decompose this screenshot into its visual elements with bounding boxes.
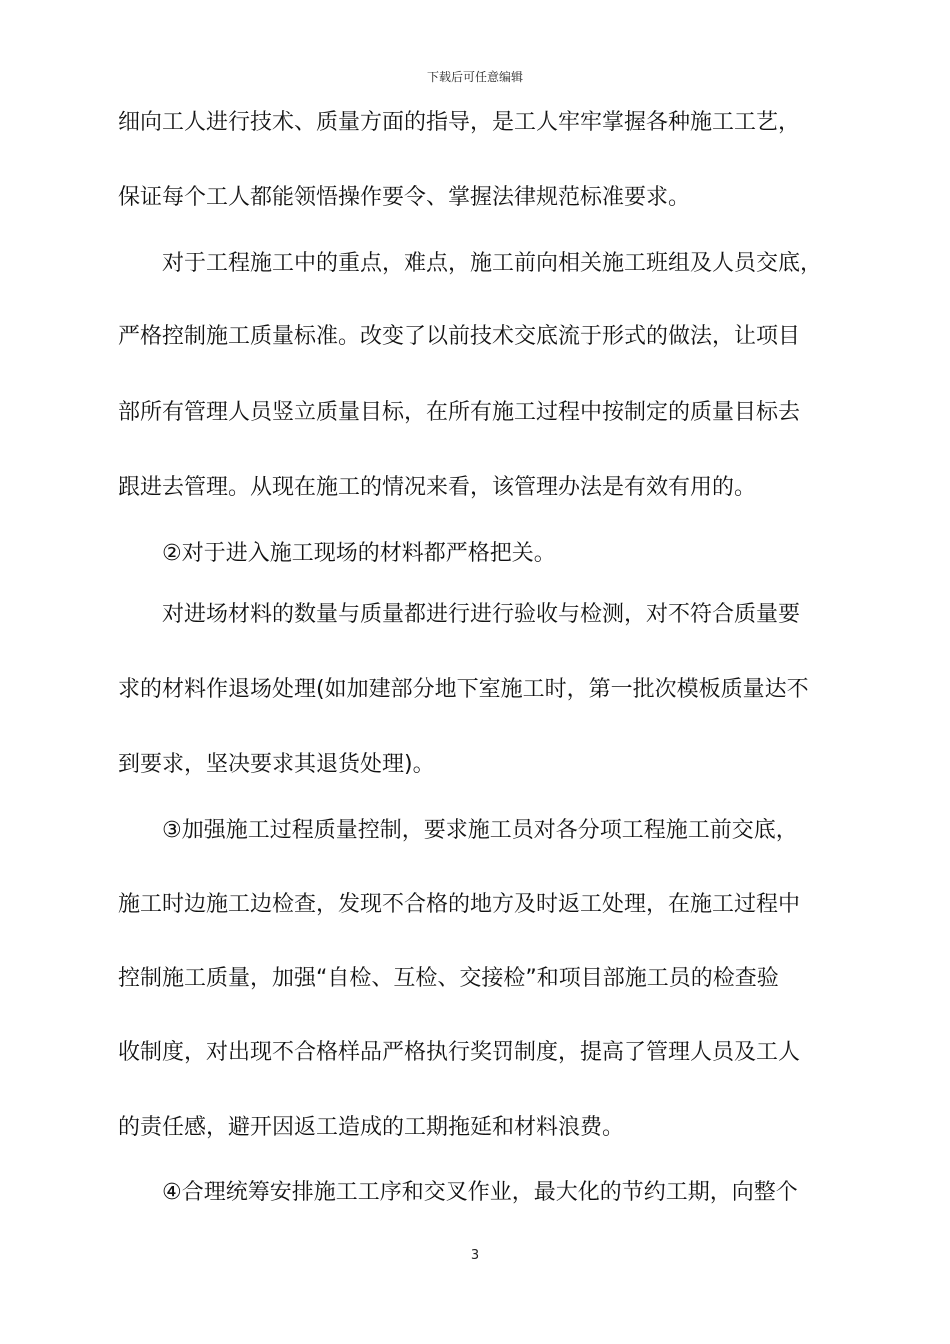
body-line: ④合理统筹安排施工工序和交叉作业，最大化的节约工期，向整个: [162, 1180, 798, 1205]
body-line: 到要求，坚决要求其退货处理)。: [118, 752, 435, 777]
body-line: 保证每个工人都能领悟操作要令、掌握法律规范标准要求。: [118, 185, 691, 210]
body-line: 控制施工质量，加强“自检、互检、交接检”和项目部施工员的检查验: [118, 966, 779, 991]
body-line: 收制度，对出现不合格样品严格执行奖罚制度，提高了管理人员及工人: [118, 1040, 801, 1065]
page-number: 3: [470, 1248, 480, 1263]
body-line: ②对于进入施工现场的材料都严格把关。: [162, 541, 556, 566]
body-line: 跟进去管理。从现在施工的情况来看，该管理办法是有效有用的。: [118, 475, 757, 500]
body-line: 施工时边施工边检查，发现不合格的地方及时返工处理，在施工过程中: [118, 892, 801, 917]
header-note: 下载后可任意编辑: [426, 70, 523, 84]
body-line: 细向工人进行技术、质量方面的指导，是工人牢牢掌握各种施工工艺，: [118, 110, 801, 135]
body-line: 严格控制施工质量标准。改变了以前技术交底流于形式的做法，让项目: [118, 324, 801, 349]
body-line: 对于工程施工中的重点，难点，施工前向相关施工班组及人员交底，: [162, 251, 823, 276]
body-line: 的责任感，避开因返工造成的工期拖延和材料浪费。: [118, 1115, 625, 1140]
body-line: 求的材料作退场处理(如加建部分地下室施工时，第一批次模板质量达不: [118, 677, 809, 702]
body-line: ③加强施工过程质量控制，要求施工员对各分项工程施工前交底，: [162, 818, 798, 843]
body-line: 部所有管理人员竖立质量目标，在所有施工过程中按制定的质量目标去: [118, 400, 801, 425]
body-line: 对进场材料的数量与质量都进行进行验收与检测，对不符合质量要: [162, 602, 801, 627]
